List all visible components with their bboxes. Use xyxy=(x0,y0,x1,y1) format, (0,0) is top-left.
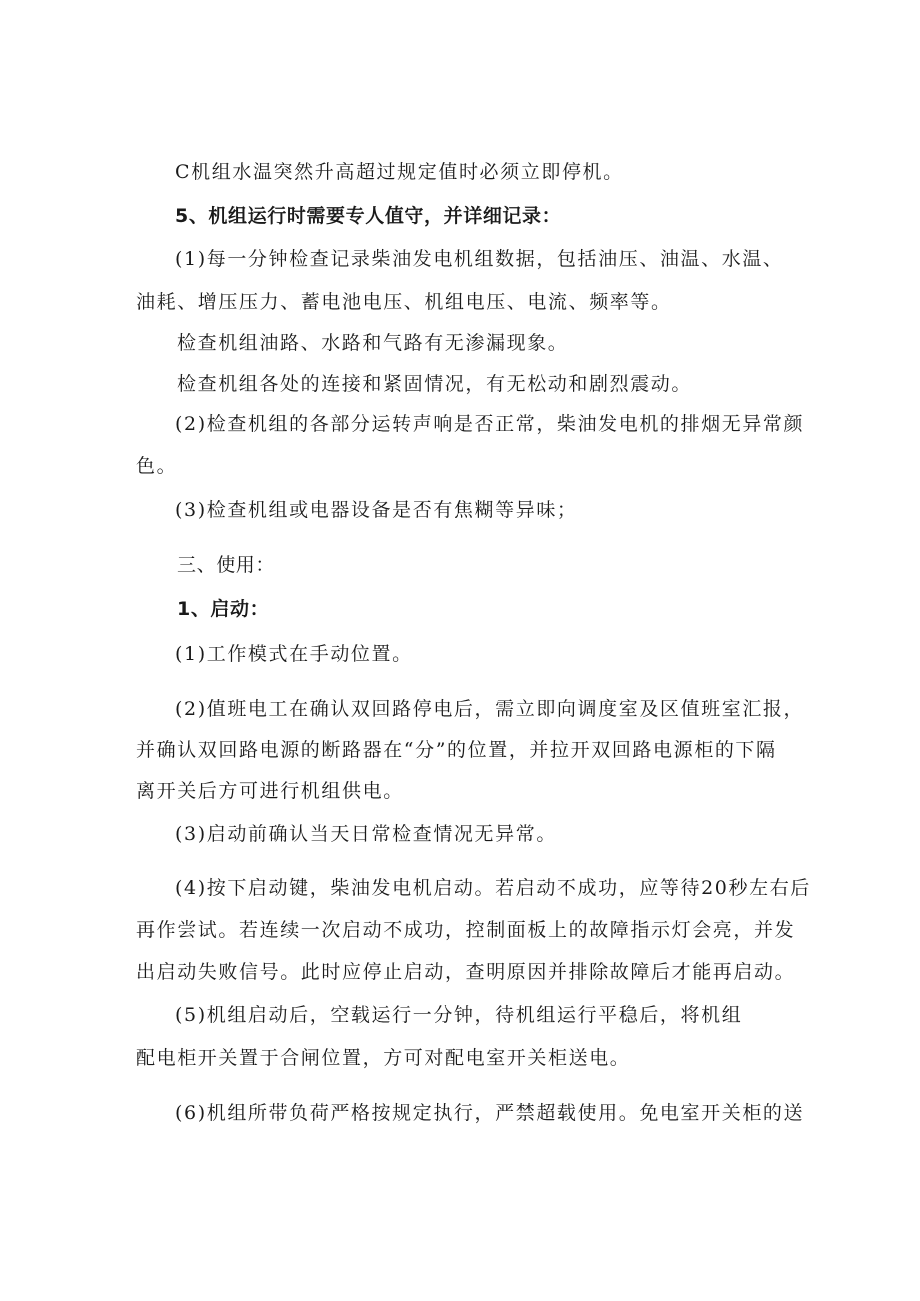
paragraph-line: 油耗、增压压力、蓄电池电压、机组电压、电流、频率等。 xyxy=(136,291,672,313)
subsection-heading: 1、启动： xyxy=(177,598,270,620)
paragraph-line: C机组水温突然升高超过规定值时必须立即停机。 xyxy=(175,161,624,183)
chapter-heading: 三、使用： xyxy=(177,554,276,576)
paragraph-line: 再作尝试。若连续一次启动不成功，控制面板上的故障指示灯会亮，并发 xyxy=(136,919,796,941)
paragraph-line: 出启动失败信号。此时应停止启动，查明原因并排除故障后才能再启动。 xyxy=(136,961,796,983)
paragraph-line: (5)机组启动后，空载运行一分钟，待机组运行平稳后，将机组 xyxy=(175,1004,743,1026)
paragraph-line: (1)工作模式在手动位置。 xyxy=(175,643,413,665)
paragraph-line: (4)按下启动键，柴油发电机启动。若启动不成功，应等待20秒左右后 xyxy=(175,877,811,899)
paragraph-line: 检查机组油路、水路和气路有无渗漏现象。 xyxy=(177,332,569,354)
paragraph-line: 色。 xyxy=(136,455,178,477)
paragraph-line: (1)每一分钟检查记录柴油发电机组数据，包括油压、油温、水温、 xyxy=(175,248,784,270)
paragraph-line: (2)检查机组的各部分运转声响是否正常，柴油发电机的排烟无异常颜 xyxy=(175,413,805,435)
section-heading: 5、机组运行时需要专人值守，并详细记录： xyxy=(175,205,562,227)
paragraph-line: 配电柜开关置于合闸位置，方可对配电室开关柜送电。 xyxy=(136,1047,631,1069)
paragraph-line: (6)机组所带负荷严格按规定执行，严禁超载使用。免电室开关柜的送 xyxy=(175,1102,805,1124)
paragraph-line: 检查机组各处的连接和紧固情况，有无松动和剧烈震动。 xyxy=(177,373,693,395)
paragraph-line: (3)检查机组或电器设备是否有焦糊等异味； xyxy=(175,499,578,521)
paragraph-line: (3)启动前确认当天日常检查情况无异常。 xyxy=(175,823,557,845)
paragraph-line: 并确认双回路电源的断路器在“分”的位置，并拉开双回路电源柜的下隔 xyxy=(136,739,777,761)
paragraph-line: (2)值班电工在确认双回路停电后，需立即向调度室及区值班室汇报， xyxy=(175,698,805,720)
paragraph-line: 离开关后方可进行机组供电。 xyxy=(136,780,404,802)
